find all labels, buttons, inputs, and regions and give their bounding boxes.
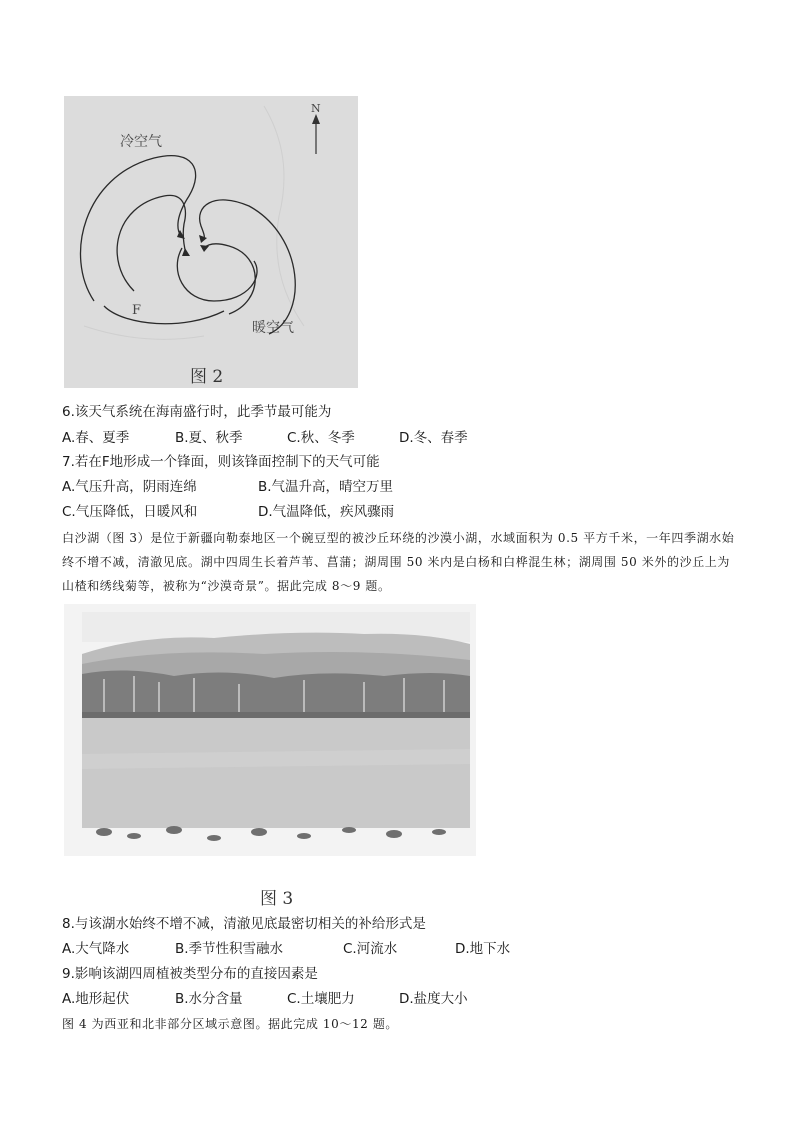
question-9-option-a: A.地形起伏 (62, 991, 130, 1007)
question-6-option-d: D.冬、春季 (399, 430, 468, 446)
passage-bai-sha-lake: 白沙湖（图 3）是位于新疆向勒泰地区一个碗豆型的被沙丘环绕的沙漠小湖，水域面积为 0.5 平方千米，一年四季湖水始终不增不减，清澈见底。湖中四周生长着芦苇、菖蒲；湖周围 50 米内是白杨和白桦混生林；湖周围 50 米外的沙丘上为山楂和绣线菊等，被称为“沙漠奇景”。据此完成 8～9 题。 (62, 531, 735, 593)
question-9-option-c: C.土壤肥力 (287, 991, 355, 1007)
cold-air-label: 冷空气 (120, 134, 162, 150)
warm-air-label: 暖空气 (252, 320, 294, 336)
question-7-option-a: A.气压升高，阴雨连绵 (62, 479, 197, 495)
passage-figure-4-intro: 图 4 为西亚和北非部分区域示意图。据此完成 10～12 题。 (62, 1017, 399, 1031)
f-point-label: F (132, 303, 142, 318)
question-8-option-d: D.地下水 (455, 941, 511, 957)
question-6-stem: 6.该天气系统在海南盛行时，此季节最可能为 (62, 404, 332, 420)
figure-2-cyclone-diagram (64, 96, 358, 388)
question-7-stem: 7.若在F地形成一个锋面，则该锋面控制下的天气可能 (62, 454, 380, 470)
question-8-option-c: C.河流水 (343, 941, 398, 957)
question-6-option-a: A.春、夏季 (62, 430, 130, 446)
question-6-option-b: B.夏、秋季 (175, 430, 243, 446)
north-label: N (311, 102, 321, 115)
question-7-option-b: B.气温升高，晴空万里 (258, 479, 394, 495)
figure-2-caption: 图 2 (190, 367, 224, 387)
question-7-option-c: C.气压降低，日暖风和 (62, 504, 198, 520)
question-9-option-d: D.盐度大小 (399, 991, 468, 1007)
figure-3-lake-photo (64, 604, 476, 856)
question-6-option-c: C.秋、冬季 (287, 430, 355, 446)
question-9-option-b: B.水分含量 (175, 991, 243, 1007)
question-8-option-a: A.大气降水 (62, 941, 130, 957)
question-9-stem: 9.影响该湖四周植被类型分布的直接因素是 (62, 966, 318, 982)
question-8-stem: 8.与该湖水始终不增不减，清澈见底最密切相关的补给形式是 (62, 916, 426, 932)
question-7-option-d: D.气温降低，疾风骤雨 (258, 504, 395, 520)
figure-3-caption: 图 3 (260, 889, 294, 909)
question-8-option-b: B.季节性积雪融水 (175, 941, 284, 957)
